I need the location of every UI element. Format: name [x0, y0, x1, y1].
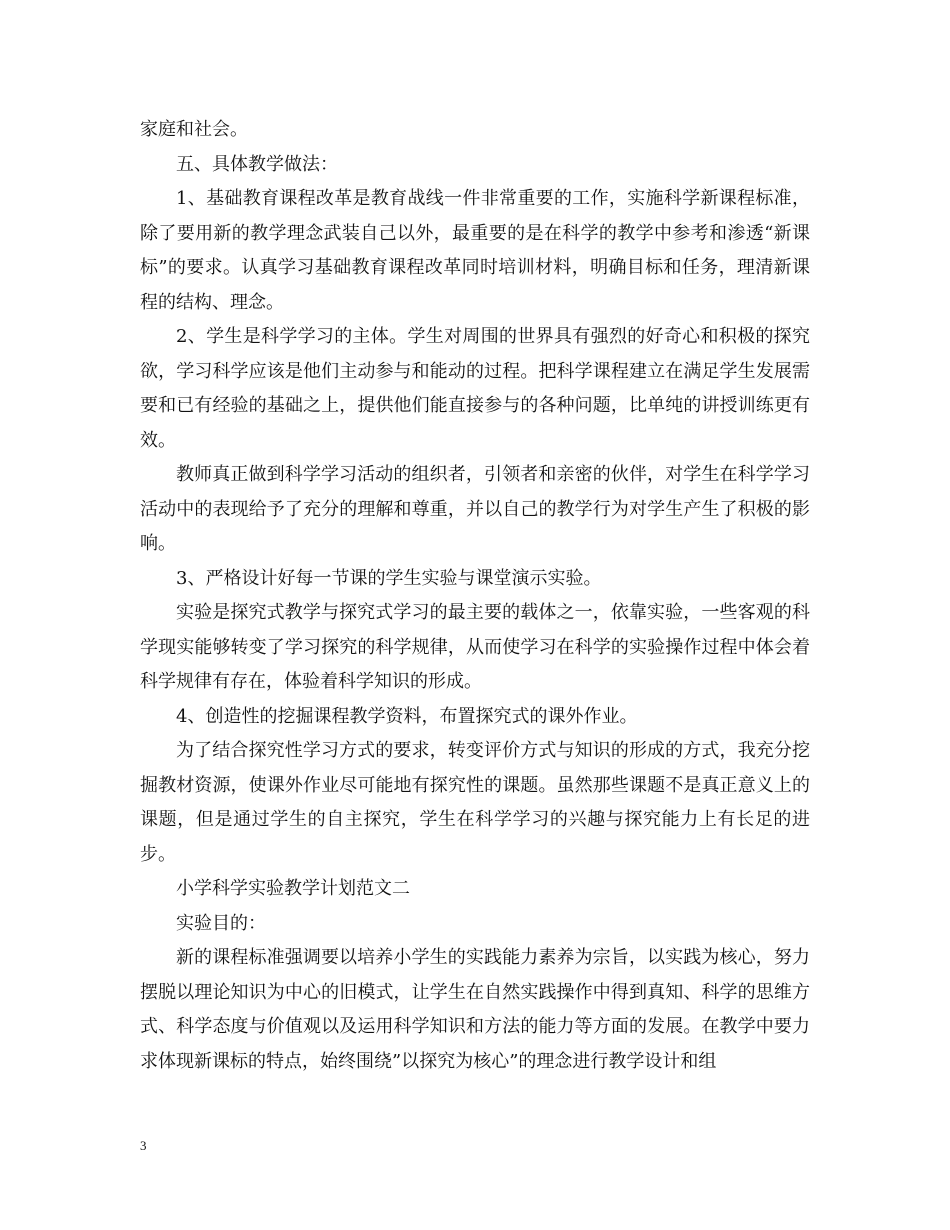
paragraph-3: 1、基础教育课程改革是教育战线一件非常重要的工作，实施科学新课程标准，除了要用新的教学理念武装自己以外，最重要的是在科学的教学中参考和渗透“新课标”的要求。认真学习基础教育课程改革同时培训材料，明确目标和任务，理清新课程的结构、理念。	[140, 188, 810, 313]
paragraph-11: 实验目的：	[176, 912, 266, 934]
paragraph-2: 五、具体教学做法：	[176, 153, 338, 175]
paragraph-8: 4、创造性的挖掘课程教学资料，布置探究式的课外作业。	[176, 705, 638, 727]
document-body	[140, 113, 810, 1079]
paragraph-9: 为了结合探究性学习方式的要求，转变评价方式与知识的形成的方式，我充分挖掘教材资源，使课外作业尽可能地有探究性的课题。虽然那些课题不是真正意义上的课题，但是通过学生的自主探究，学生在科学学习的兴趣与探究能力上有长足的进步。	[140, 740, 810, 865]
paragraph-1: 家庭和社会。	[140, 119, 248, 140]
paragraph-7: 实验是探究式教学与探究式学习的最主要的载体之一，依靠实验，一些客观的科学现实能够转变了学习探究的科学规律，从而使学习在科学的实验操作过程中体会着科学规律有存在，体验着科学知识的形成。	[140, 602, 810, 692]
page-number: 3	[140, 1138, 147, 1153]
paragraph-12: 新的课程标准强调要以培养小学生的实践能力素养为宗旨，以实践为核心，努力摆脱以理论知识为中心的旧模式，让学生在自然实践操作中得到真知、科学的思维方式、科学态度与价值观以及运用科学知识和方法的能力等方面的发展。在教学中要力求体现新课标的特点，始终围绕”以探究为核心”的理念进行教学设计和组	[140, 947, 810, 1072]
section-title: 小学科学实验教学计划范文二	[176, 878, 410, 899]
paragraph-5: 教师真正做到科学学习活动的组织者，引领者和亲密的伙伴，对学生在科学学习活动中的表现给予了充分的理解和尊重，并以自己的教学行为对学生产生了积极的影响。	[140, 464, 810, 554]
paragraph-6: 3、严格设计好每一节课的学生实验与课堂演示实验。	[176, 567, 602, 589]
paragraph-4: 2、学生是科学学习的主体。学生对周围的世界具有强烈的好奇心和积极的探究欲，学习科学应该是他们主动参与和能动的过程。把科学课程建立在满足学生发展需要和已有经验的基础之上，提供他们能直接参与的各种问题，比单纯的讲授训练更有效。	[140, 326, 810, 451]
